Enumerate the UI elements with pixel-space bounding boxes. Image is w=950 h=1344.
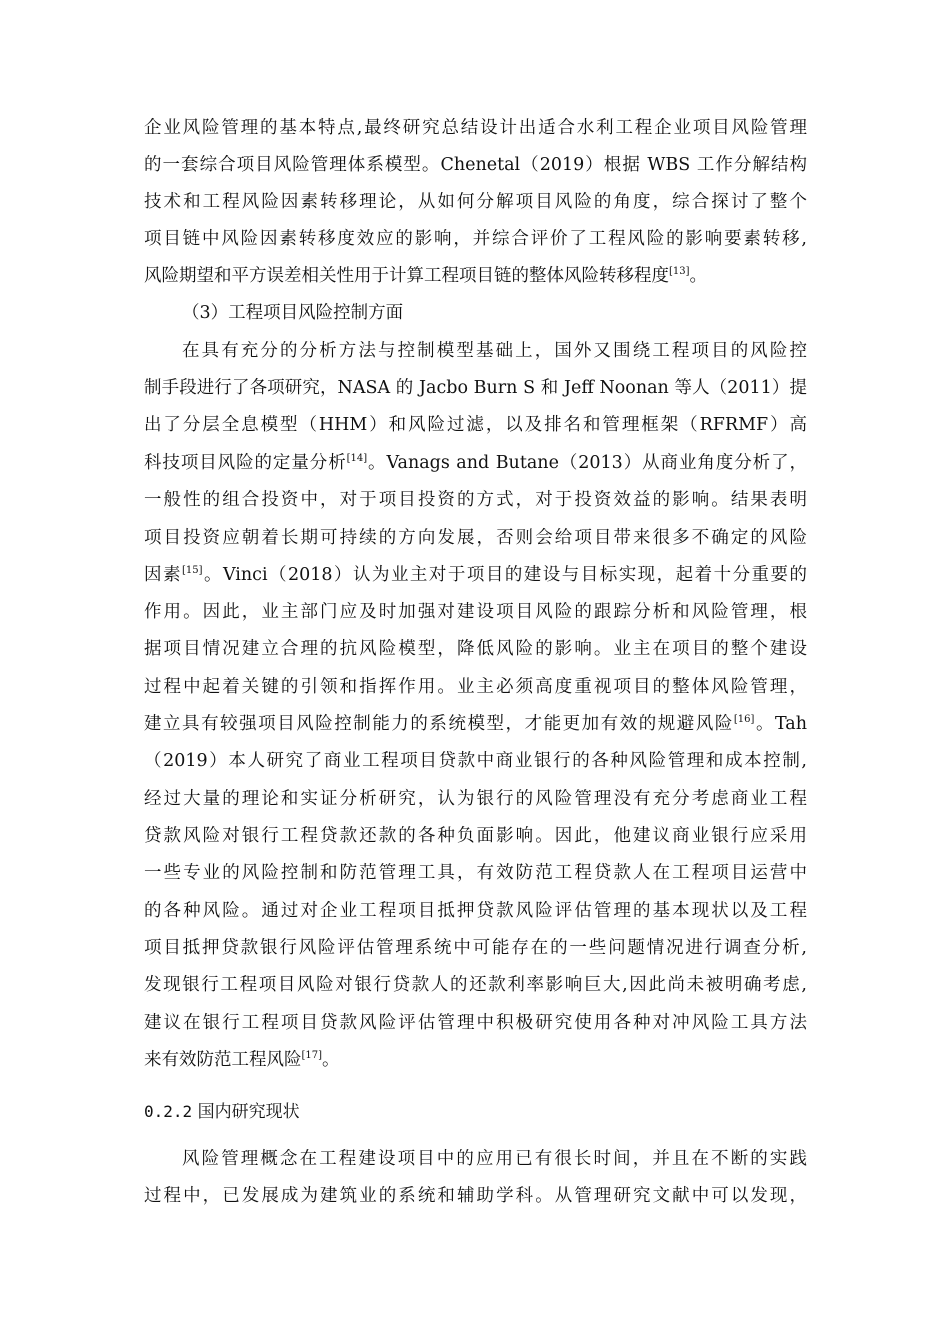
text-line: 发现银行工程项目风险对银行贷款人的还款利率影响巨大,因此尚未被明确考虑,	[144, 975, 807, 995]
text-span: 来有效防范工程风险	[144, 1050, 302, 1070]
citation-ref: [16]	[733, 714, 755, 725]
text-span: 。Vanags and Butane（2013）从商业角度分析了，	[367, 453, 807, 473]
text-line	[144, 264, 807, 288]
text-line: 过程中，已发展成为建筑业的系统和辅助学科。从管理研究文献中可以发现，	[144, 1186, 807, 1206]
section-title: 国内研究现状	[197, 1102, 300, 1122]
text-line: 建议在银行工程项目贷款风险评估管理中积极研究使用各种对冲风险工具方法	[144, 1013, 807, 1033]
text-span: 。Tah	[754, 714, 807, 734]
text-span: 风险期望和平方误差相关性用于计算工程项目链的整体风险转移程度	[144, 266, 669, 286]
text-span: 。	[322, 1050, 340, 1070]
text-line: 经过大量的理论和实证分析研究，认为银行的风险管理没有充分考虑商业工程	[144, 789, 807, 809]
text-line: 过程中起着关键的引领和指挥作用。业主必须高度重视项目的整体风险管理，	[144, 677, 807, 697]
citation-ref: [13]	[669, 266, 690, 277]
text-line: 项目链中风险因素转移度效应的影响，并综合评价了工程风险的影响要素转移,	[144, 229, 807, 249]
text-line: 的一套综合项目风险管理体系模型。Chenetal（2019）根据 WBS 工作分解结构	[144, 155, 807, 175]
text-line: 企业风险管理的基本特点,最终研究总结设计出适合水利工程企业项目风险管理	[144, 118, 807, 138]
text-span: 建立具有较强项目风险控制能力的系统模型，才能更加有效的规避风险	[144, 714, 734, 734]
citation-ref: [14]	[346, 453, 368, 464]
text-line: 据项目情况建立合理的抗风险模型，降低风险的影响。业主在项目的整个建设	[144, 639, 807, 659]
text-line: 在具有充分的分析方法与控制模型基础上，国外又围绕工程项目的风险控	[182, 341, 807, 361]
text-line: 项目投资应朝着长期可持续的方向发展，否则会给项目带来很多不确定的风险	[144, 528, 807, 548]
text-line: 贷款风险对银行工程贷款还款的各种负面影响。因此，他建议商业银行应采用	[144, 826, 807, 846]
text-line: 的各种风险。通过对企业工程项目抵押贷款风险评估管理的基本现状以及工程	[144, 901, 807, 921]
text-line	[144, 1048, 807, 1072]
text-line	[144, 563, 807, 587]
text-line: 一些专业的风险控制和防范管理工具，有效防范工程贷款人在工程项目运营中	[144, 863, 807, 883]
subsection-heading: （3）工程项目风险控制方面	[182, 303, 404, 323]
text-line: 风险管理概念在工程建设项目中的应用已有很长时间，并且在不断的实践	[182, 1149, 807, 1169]
text-line: 制手段进行了各项研究，NASA 的 Jacbo Burn S 和 Jeff Noonan 等人（2011）提	[144, 378, 807, 398]
citation-ref: [15]	[181, 565, 203, 576]
section-number: 0.2.2	[144, 1102, 193, 1121]
text-line: 项目抵押贷款银行风险评估管理系统中可能存在的一些问题情况进行调查分析,	[144, 938, 807, 958]
text-line	[144, 712, 807, 736]
text-line: 一般性的组合投资中，对于项目投资的方式，对于投资效益的影响。结果表明	[144, 490, 807, 510]
text-span: 。Vinci（2018）认为业主对于项目的建设与目标实现，起着十分重要的	[202, 565, 808, 585]
citation-ref: [17]	[301, 1050, 323, 1061]
text-line: 技术和工程风险因素转移理论，从如何分解项目风险的角度，综合探讨了整个	[144, 192, 807, 212]
section-heading	[144, 1100, 300, 1124]
text-span: 因素	[144, 565, 182, 585]
text-line: 作用。因此，业主部门应及时加强对建设项目风险的跟踪分析和风险管理，根	[144, 602, 807, 622]
text-span: 科技项目风险的定量分析	[144, 453, 347, 473]
text-line: （2019）本人研究了商业工程项目贷款中商业银行的各种风险管理和成本控制,	[144, 751, 807, 771]
text-line	[144, 451, 807, 475]
text-span: 。	[689, 266, 708, 286]
text-line: 出了分层全息模型（HHM）和风险过滤，以及排名和管理框架（RFRMF）高	[144, 415, 807, 435]
